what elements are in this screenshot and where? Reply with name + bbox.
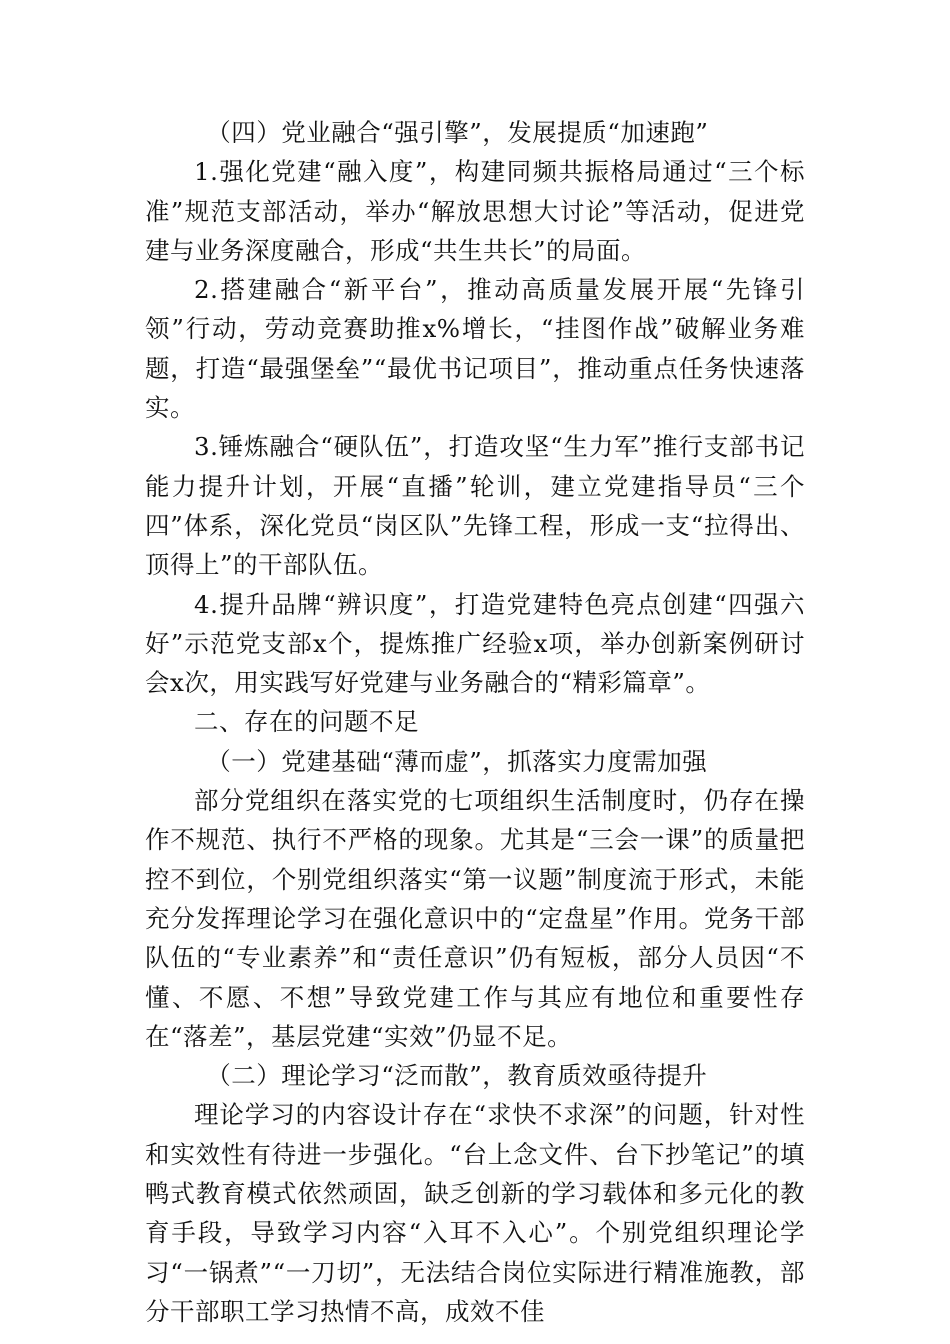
- problem1-heading: （一）党建基础“薄而虚”，抓落实力度需加强: [206, 746, 708, 776]
- item-3-paragraph: 3.锤炼融合“硬队伍”，打造攻坚“生力军”推行支部书记能力提升计划，开展“直播”轮训，建立党建指导员“三个四”体系，深化党员“岗区队”先锋工程，形成一支“拉得出、顶得上”的干部队伍。: [145, 432, 805, 580]
- document-page: [145, 113, 805, 1331]
- problem1-paragraph: 部分党组织在落实党的七项组织生活制度时，仍存在操作不规范、执行不严格的现象。尤其是“三会一课”的质量把控不到位，个别党组织落实“第一议题”制度流于形式，未能充分发挥理论学习在强化意识中的“定盘星”作用。党务干部队伍的“专业素养”和“责任意识”仍有短板，部分人员因“不懂、不愿、不想”导致党建工作与其应有地位和重要性存在“落差”，基层党建“实效”仍显不足。: [145, 786, 805, 1051]
- item-1-paragraph: 1.强化党建“融入度”，构建同频共振格局通过“三个标准”规范支部活动，举办“解放思想大讨论”等活动，促进党建与业务深度融合，形成“共生共长”的局面。: [145, 157, 805, 265]
- section4-heading: （四）党业融合“强引擎”，发展提质“加速跑”: [206, 118, 709, 147]
- problem2-heading: （二）理论学习“泛而散”，教育质效亟待提升: [206, 1061, 708, 1091]
- item-2-paragraph: 2.搭建融合“新平台”，推动高质量发展开展“先锋引领”行动，劳动竞赛助推x%增长，“挂图作战”破解业务难题，打造“最强堡垒”“最优书记项目”，推动重点任务快速落实。: [145, 275, 805, 423]
- item-4-paragraph: 4.提升品牌“辨识度”，打造党建特色亮点创建“四强六好”示范党支部x个，提炼推广经验x项，举办创新案例研讨会x次，用实践写好党建与业务融合的“精彩篇章”。: [145, 589, 805, 698]
- part2-heading: 二、存在的问题不足: [194, 707, 419, 737]
- problem2-paragraph: 理论学习的内容设计存在“求快不求深”的问题，针对性和实效性有待进一步强化。“台上念文件、台下抄笔记”的填鸭式教育模式依然顽固，缺乏创新的学习载体和多元化的教育手段，导致学习内容“入耳不入心”。个别党组织理论学习“一锅煮”“一刀切”，无法结合岗位实际进行精准施教，部分干部职工学习热情不高，成效不佳: [145, 1100, 805, 1326]
